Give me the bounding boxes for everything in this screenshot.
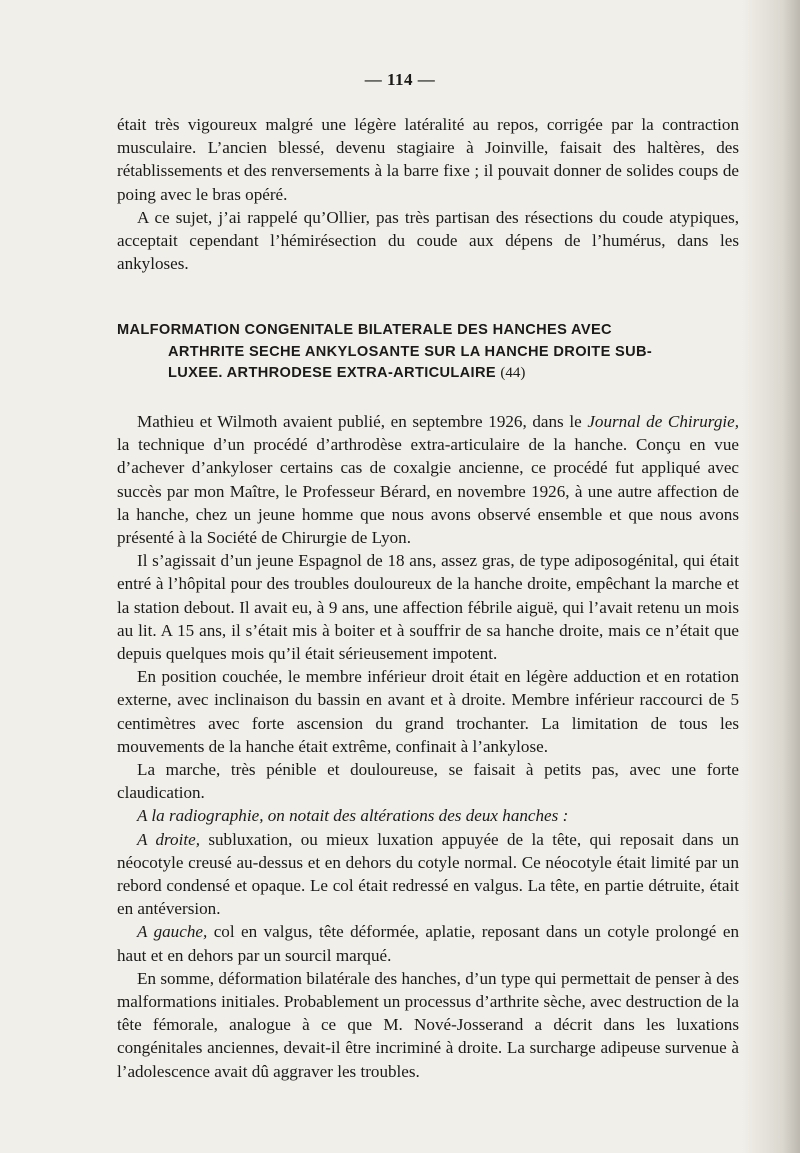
section-heading: [117, 320, 739, 385]
left-hip-label: A gauche,: [137, 922, 208, 942]
body-paragraph-8: En somme, déformation bilatérale des hanches, d’un type qui permettait de penser à des malformations initiales. Probablement un processus d’arthrite sèche, avec destruction de la tête fémorale, analogue à ce que M. Nové-Josserand a décrit dans les luxations congénitales anciennes, devait-il être incriminé à droite. La surcharge adipeuse survenue à l’adolescence avait dû aggraver les troubles.: [117, 968, 739, 1081]
body-paragraph-1: [117, 410, 739, 549]
page-number: — 114 —: [364, 70, 436, 89]
page-edge-shadow: [742, 0, 800, 1153]
body-paragraph-3: En position couchée, le membre inférieur droit était en légère adduction et en rotation externe, avec inclinaison du bassin en avant et à droite. Membre inférieur raccourci de 5 centimètres avec forte ascension du grand trochanter. La limitation de tous les mouvements de la hanche était extrême, confinait à l’ankylose.: [117, 667, 739, 756]
section-heading-line-3: [117, 363, 739, 385]
body-paragraph-2: Il s’agissait d’un jeune Espagnol de 18 ans, assez gras, de type adiposogénital, qui était entré à l’hôpital pour des troubles douloureux de la hanche droite, empêchant la marche et la station debout. Il avait eu, à 9 ans, une affection fébrile aiguë, qui l’avait retenu un mois au lit. A 15 ans, il s’était mis à boiter et à souffrir de sa hanche droite, mais ce n’était que depuis quelques mois qu’il était sérieusement impotent.: [117, 551, 739, 663]
right-hip-label: A droite,: [137, 829, 200, 849]
section-heading-line-3-text: LUXEE. ARTHRODESE EXTRA-ARTICULAIRE: [168, 365, 496, 382]
section-heading-line-1: MALFORMATION CONGENITALE BILATERALE DES HANCHES AVEC: [117, 322, 612, 339]
section-heading-line-2: ARTHRITE SECHE ANKYLOSANTE SUR LA HANCHE DROITE SUB-: [168, 343, 653, 360]
radiography-intro-text: A la radiographie, on notait des altérations des deux hanches :: [137, 806, 569, 826]
left-hip-text: col en valgus, tête déformée, aplatie, reposant dans un cotyle prolongé en haut et en dehors par un sourcil marqué.: [117, 922, 739, 965]
page-body: [117, 113, 739, 1083]
intro-paragraph-2: A ce sujet, j’ai rappelé qu’Ollier, pas très partisan des résections du coude atypiques, acceptait cependant l’hémirésection du coude aux dépens de l’humérus, dans les ankyloses.: [117, 207, 739, 274]
right-hip-findings: [117, 828, 739, 921]
radiography-intro: [117, 804, 739, 827]
journal-title: Journal de Chirurgie,: [587, 411, 739, 431]
body-paragraph-1-start: Mathieu et Wilmoth avaient publié, en septembre 1926, dans le: [137, 411, 588, 431]
body-paragraph-1-end: la technique d’un procédé d’arthrodèse extra-articulaire de la hanche. Conçu en vue d’achever d’ankyloser certains cas de coxalgie ancienne, ce procédé fut appliqué avec succès par mon Maître, le Professeur Bérard, en novembre 1926, à une autre affection de la hanche, chez un jeune homme que nous avons observé ensemble et que nous avons présenté à la Société de Chirurgie de Lyon.: [117, 435, 739, 547]
intro-paragraph-1: était très vigoureux malgré une légère latéralité au repos, corrigée par la contraction musculaire. L’ancien blessé, devenu stagiaire à Joinville, faisait des haltères, des rétablissements et des renversements à la barre fixe ; il pouvait donner de solides coups de poing avec le bras opéré.: [117, 115, 739, 204]
left-hip-findings: [117, 920, 739, 966]
right-hip-text: subluxation, ou mieux luxation appuyée de la tête, qui reposait dans un néocotyle creusé au-dessus et en dehors du cotyle normal. Ce néocotyle était limité par un rebord condensé et opaque. Le col était redressé en valgus. La tête, en partie détruite, était en antéversion.: [117, 829, 739, 919]
body-paragraph-4: La marche, très pénible et douloureuse, se faisait à petits pas, avec une forte claudication.: [117, 759, 739, 803]
reference-number: (44): [500, 365, 526, 382]
